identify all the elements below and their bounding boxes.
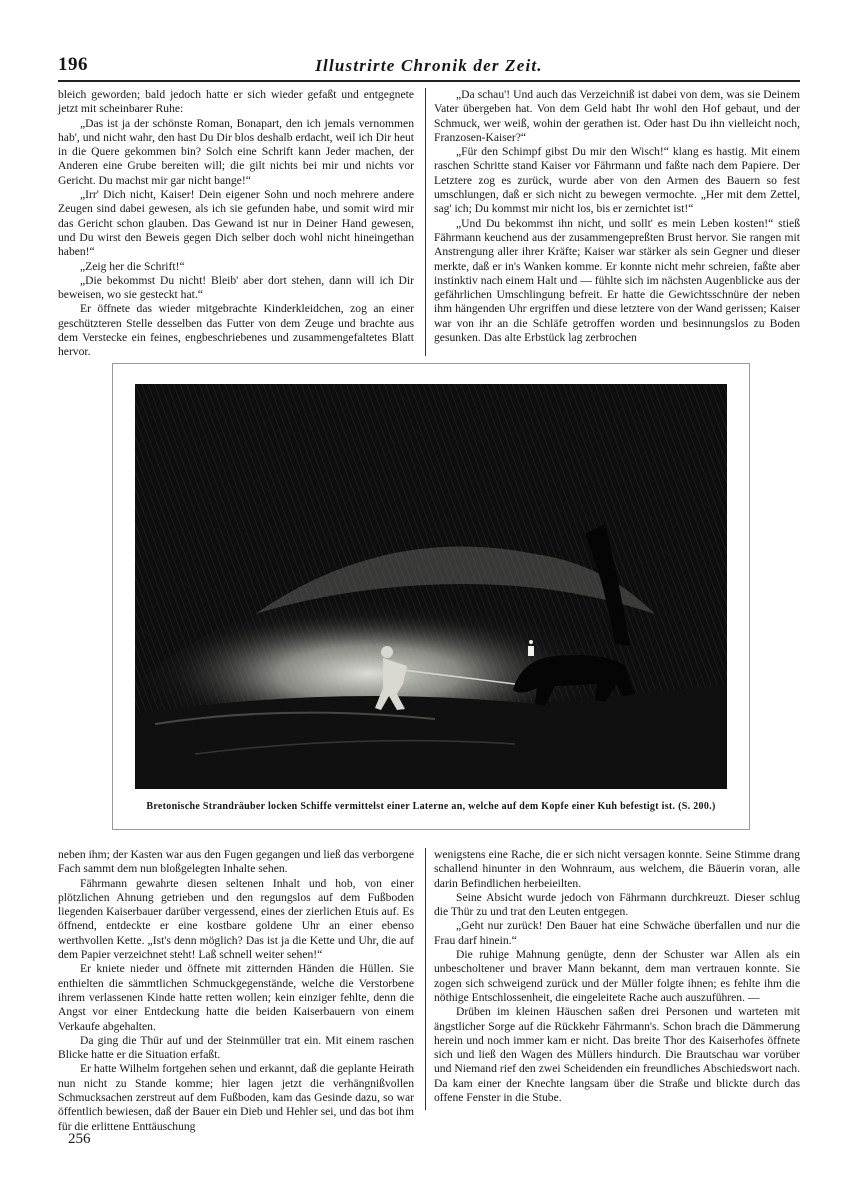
paragraph: Drüben im kleinen Häuschen saßen drei Personen und warteten mit ängstlicher Sorge auf die Rückkehr Fährmann's. Schon brach die Dämmerung herein und noch immer kam er nicht. Das breite Thor des Kaiserhofes öffnete sich und ließ den Wagen des Müllers hindurch. Die Brautschau war vorüber und Niemand rief den zwei Scheidenden ein freundliches Abschiedswort nach. Da kam einer der Knechte langsam über die Straße und blickte durch das offene Fenster in die Stube. [434,1005,800,1105]
paragraph: „Irr' Dich nicht, Kaiser! Dein eigener Sohn und noch mehrere andere Zeugen sind dabei gewesen, als ich sie gefunden habe, und somit wird mir das Gericht schon glauben. Das Gewand ist nur in Deiner Hand gewesen, und Du wirst den Beweis gegen Dich selber doch wohl nicht hineingethan haben!“ [58,188,414,259]
header-rule [58,80,800,82]
engraving-wreckers-with-cow-lantern [135,384,727,789]
column-rule-top [425,88,426,356]
paragraph: Er hatte Wilhelm fortgehen sehen und erkannt, daß die geplante Heirath nun nicht zu Stande komme; hier lagen jetzt die verhängnißvollen Schmucksachen zerstreut auf dem Fußboden, kam das Gesinde dazu, so war öffentlich bewiesen, daß der Bauer ein Dieb und Hehler sei, und das bot ihm für die erlittene Enttäuschung [58,1062,414,1133]
column-rule-bottom [425,848,426,1110]
bottom-right-column [434,848,800,1105]
paragraph: Er öffnete das wieder mitgebrachte Kinderkleidchen, zog an einer geschützteren Stelle desselben das Futter von dem Zeuge und brachte aus dem Verstecke ein feines, engbeschriebenes und zusammengefaltetes Blatt hervor. [58,302,414,359]
running-title: Illustrirte Chronik der Zeit. [315,56,543,75]
paragraph: neben ihm; der Kasten war aus den Fugen gegangen und ließ das verborgene Fach sammt dem nun bloßgelegten Inhalte sehen. [58,848,414,876]
paragraph: „Das ist ja der schönste Roman, Bonapart, den ich jemals vernommen hab', und nicht wahr, den hast Du Dir blos deshalb erdacht, weil ich Dir heut in die Quere gekommen bin? Solch eine Schrift kann Jeder machen, der Anderen eine Grube bereiten will; die gilt nichts bei mir und nichts vor Gericht. Du machst mir gar nicht bange!“ [58,116,414,187]
paragraph: Da ging die Thür auf und der Steinmüller trat ein. Mit einem raschen Blicke hatte er die Situation erfaßt. [58,1033,414,1062]
paragraph: Er kniete nieder und öffnete mit zitternden Händen die Hüllen. Sie enthielten die sämmtlichen Schmuckgegenstände, welche die Verstorbene ihrem verlassenen Kinde hatte retten wollen; kein einziger fehlte, denn die Angst vor einer Entdeckung hatte die beiden Kaiserbauern von einem Verkaufe abgehalten. [58,962,414,1033]
paragraph: „Die bekommst Du nicht! Bleib' aber dort stehen, dann will ich Dir beweisen, wo sie gesteckt hat.“ [58,273,414,302]
page-number: 196 [58,54,88,75]
paragraph: bleich geworden; bald jedoch hatte er sich wieder gefaßt und entgegnete jetzt mit scheinbarer Ruhe: [58,88,414,116]
paragraph: „Für den Schimpf gibst Du mir den Wisch!“ klang es hastig. Mit einem raschen Schritte stand Kaiser vor Fährmann und faßte nach dem Papiere. Der Letztere zog es zurück, wurde aber von den Armen des Bauern so fest umschlungen, daß er sich nicht zu bewegen vermochte. „Her mit dem Zettel, sag' ich; Du kommst mir nicht los, bis er zernichtet ist!“ [434,145,800,216]
paragraph: „Da schau'! Und auch das Verzeichniß ist dabei von dem, was sie Deinem Vater übergeben hat. Von dem Geld habt Ihr wohl den Hof gebaut, und der Schmuck, wer weiß, wohin der gerathen ist. Oder hast Du ihn vielleicht noch, Franzosen-Kaiser?“ [434,88,800,144]
top-right-column [434,88,800,345]
paragraph: „Geht nur zurück! Den Bauer hat eine Schwäche überfallen und nur die Frau darf hinein.“ [434,919,800,947]
figure-caption: Bretonische Strandräuber locken Schiffe vermittelst einer Laterne an, welche auf dem Kopfe einer Kuh befestigt ist. (S. 200.) [146,801,716,812]
paragraph: „Und Du bekommst ihn nicht, und sollt' es mein Leben kosten!“ stieß Fährmann keuchend aus der zusammengepreßten Brust hervor. Sie rangen mit Anstrengung aller ihrer Kräfte; Kaiser war stärker als sein Gegner und dieser merkte, daß er in's Wanken komme. Er konnte nicht mehr schreien, faßte aber instinktiv nach einem Halt und — fühlte sich im nächsten Augenblicke aus der gefährlichen Umschlingung befreit. Er hatte die Gewichtsschnüre der neben ihm hängenden Uhr ergriffen und diese letztere von der Wand gerissen; Kaiser war von ihr an die Schläfe getroffen worden und besinnungslos zu Boden gesunken. Das alte Erbstück lag zerbrochen [434,216,800,345]
illustration-figure [112,363,750,830]
scan-page-number: 256 [68,1131,91,1147]
paragraph: Die ruhige Mahnung genügte, denn der Schuster war Allen als ein unbescholtener und braver Mann bekannt, dem man vertrauen konnte. Sie zogen sich schweigend zurück und der Müller folgte ihnen; es fehlte ihm die nöthige Entschlossenheit, die eingeleitete Rache auch auszuführen. — [434,948,800,1004]
bottom-left-column [58,848,414,1134]
paragraph: wenigstens eine Rache, die er sich nicht versagen konnte. Seine Stimme drang schallend hinunter in den Wohnraum, aus welchem, die Bäuerin voran, alle darin Befindlichen herbeieilten. [434,848,800,890]
paragraph: „Zeig her die Schrift!“ [80,259,185,273]
top-left-column [58,88,414,360]
page-header [58,54,800,82]
paragraph: Fährmann gewahrte diesen seltenen Inhalt und hob, von einer plötzlichen Ahnung getrieben und den regungslos auf dem Fußboden liegenden Kaiserbauer darüber vergessend, eines der zierlichen Etuis auf. Es öffnend, entdeckte er eine kostbare goldene Uhr an einer ebenso werthvollen Kette. „Ist's denn möglich? Das ist ja die Kette und Uhr, die auf dem Papier verzeichnet steht! Laß schnell weiter sehen!“ [58,876,414,962]
paragraph: Seine Absicht wurde jedoch von Fährmann durchkreuzt. Dieser schlug die Thür zu und trat den Leuten entgegen. [434,890,800,919]
